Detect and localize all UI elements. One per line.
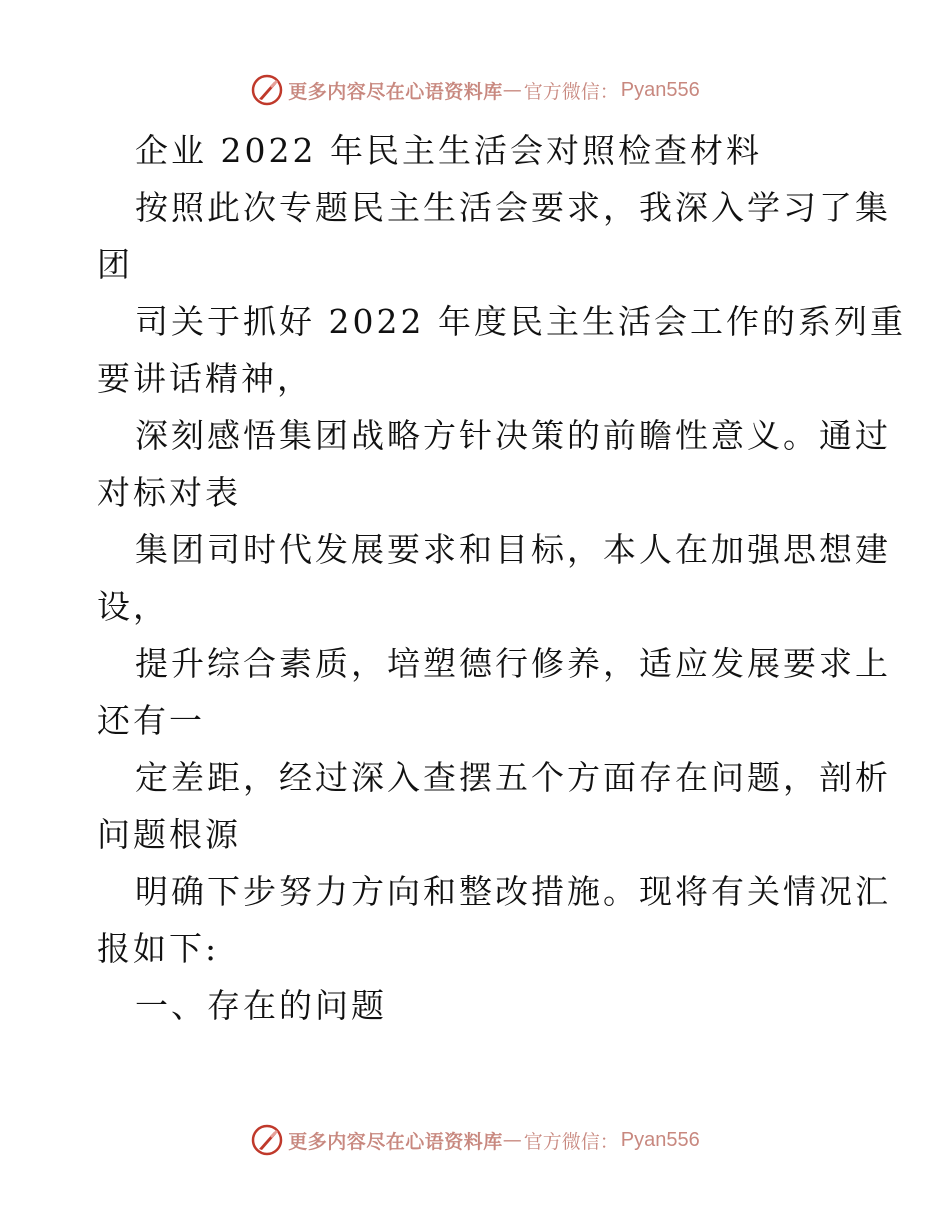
feather-pen-logo-icon [250, 1123, 284, 1157]
paragraph-line: 团 [97, 245, 133, 284]
watermark-dash: — [502, 1129, 522, 1151]
paragraph-line: 明确下步努力方向和整改措施。现将有关情况汇 [135, 872, 891, 911]
paragraph-line: 问题根源 [97, 815, 241, 854]
watermark-dash: — [502, 79, 522, 101]
paragraph-line: 提升综合素质，培塑德行修养，适应发展要求上 [135, 644, 891, 683]
paragraph-line: 深刻感悟集团战略方针决策的前瞻性意义。通过 [135, 416, 891, 455]
paragraph-line: 按照此次专题民主生活会要求，我深入学习了集 [135, 188, 891, 227]
watermark-wechat-id: Pyan556 [620, 1128, 700, 1151]
watermark-site-text: 更多内容尽在心语资料库 [288, 1130, 503, 1153]
paragraph-line: 集团司时代发展要求和目标，本人在加强思想建 [135, 530, 891, 569]
paragraph-line: 设， [97, 587, 169, 626]
paragraph-line: 司关于抓好 2022 年度民主生活会工作的系列重 [135, 302, 906, 341]
watermark-official-label: 官方微信： [523, 1130, 619, 1153]
watermark-official-label: 官方微信： [523, 80, 619, 103]
paragraph-line: 还有一 [97, 701, 205, 740]
watermark-wechat-id: Pyan556 [620, 78, 700, 101]
feather-pen-logo-icon [250, 73, 284, 107]
paragraph-line: 报如下: [97, 929, 220, 968]
document-body [97, 122, 906, 1034]
paragraph-line: 对标对表 [97, 473, 241, 512]
paragraph-line: 定差距，经过深入查摆五个方面存在问题，剖析 [135, 758, 891, 797]
header-watermark [0, 68, 950, 112]
document-title: 企业 2022 年民主生活会对照检查材料 [135, 131, 762, 170]
paragraph-line: 要讲话精神， [97, 359, 313, 398]
watermark-site-text: 更多内容尽在心语资料库 [288, 80, 503, 103]
footer-watermark [0, 1118, 950, 1162]
section-heading: 一、存在的问题 [135, 986, 387, 1025]
